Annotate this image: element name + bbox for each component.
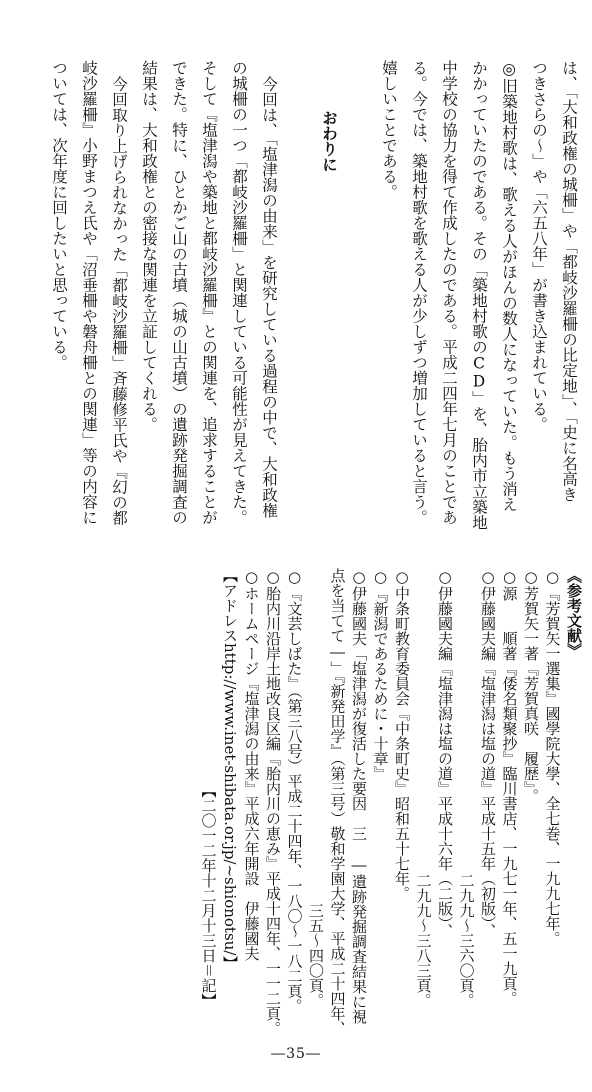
reference-item: ○源 順著『倭名類聚抄』臨川書店、一九七一年、五一九頁。 — [500, 568, 519, 1006]
references-heading: 《参考文献》 — [565, 568, 583, 658]
body-line: 岐沙羅柵』小野まつえ氏や「沼垂柵や磐舟柵との関連」等の内容に — [80, 60, 98, 525]
body-line: 結果は、大和政権との密接な関連を立証してくれる。 — [140, 60, 158, 432]
section-heading: おわりに — [320, 110, 339, 172]
reference-item: ○胎内川沿岸土地改良区編『胎内川の恵み』平成十四年、一一二頁。 — [264, 568, 282, 1036]
reference-item: ○伊藤國夫編『塩津潟は塩の道』平成十五年（初版）、 — [479, 568, 497, 939]
body-line: 中学校の協力を得て作成したのである。平成二四年七月のことであ — [440, 60, 458, 525]
blank-line — [284, 60, 314, 530]
body-line: できた。特に、ひとかご山の古墳（城の山古墳）の遺跡発掘調査の — [170, 60, 188, 525]
reference-item: ○『芳賀矢一選集』國學院大學、全七巻、一九九七年。 — [543, 568, 562, 946]
reference-item: ○『新潟であるために・十章』 — [371, 568, 390, 781]
reference-item: ○ホームページ『塩津潟の由来』平成六年開設 伊藤國夫 — [242, 568, 261, 961]
reference-item: ○『文芸しばた』（第三八号）平成二十四年、一八〇〜一八二頁。 — [285, 568, 304, 1014]
reference-item-continuation: 二九九〜三八三頁。 — [414, 873, 433, 1008]
body-line: は、「大和政権の城柵」や「都岐沙羅柵の比定地」、「史に名高き — [560, 60, 578, 502]
blank-line — [344, 60, 374, 530]
reference-item: ○中条町教育委員会『中条町史』昭和五十七年。 — [393, 568, 411, 901]
date-signature: 【二〇一二年十二月十三日＝記】 — [199, 783, 218, 1008]
reference-item: 点を当てて―」『新発田学』（第三号）敬和学園大学、平成二十四年、 — [328, 568, 347, 1036]
body-line: る。今では、築地村歌を歌える人が少しずつ増加していると言う。 — [410, 60, 428, 525]
references-block — [191, 568, 584, 1036]
body-line: ついては、次年度に回したいと思っている。 — [50, 60, 68, 370]
body-line: ◎旧築地村歌は、歌える人がほんの数人になっていた。もう消え — [500, 60, 518, 512]
body-line: の城柵の一つ「都岐沙羅柵」と関連している可能性が見えてきた。 — [230, 60, 248, 525]
reference-item-continuation: 二九九〜三六〇頁。 — [457, 873, 476, 1008]
body-line: 嬉しいことである。 — [380, 60, 398, 200]
main-text-block — [44, 60, 584, 530]
body-line: 今回取り上げられなかった「都岐沙羅柵」斉藤修平氏や『幻の都 — [110, 76, 128, 526]
body-line: 今回は、「塩津潟の由来」を研究している過程の中で、大和政権 — [260, 76, 278, 518]
reference-url: 【アドレスhttp://www.inet-shibata.or.jp/~shionotsu/】 — [221, 568, 239, 971]
page-number: ―35― — [271, 1046, 321, 1062]
body-line: かかっていたのである。その「築地村歌のCD」を、胎内市立築地 — [470, 60, 488, 530]
body-line: つきさらの〜」や「六五八年」が書き込まれている。 — [530, 60, 548, 432]
body-line: そして『塩津潟や築地と都岐沙羅柵』との関連を、追求することが — [200, 60, 218, 525]
reference-item: ○芳賀矢一著『芳賀真咲 履歴』。 — [522, 568, 540, 804]
reference-item: ○伊藤國夫「塩津潟が復活した要因 三 ―遺跡発掘調査結果に視 — [350, 568, 368, 1024]
reference-item: ○伊藤國夫編『塩津潟は塩の道』平成十六年（二版）、 — [436, 568, 454, 939]
reference-item-continuation: 三五〜四〇頁。 — [307, 903, 325, 1008]
